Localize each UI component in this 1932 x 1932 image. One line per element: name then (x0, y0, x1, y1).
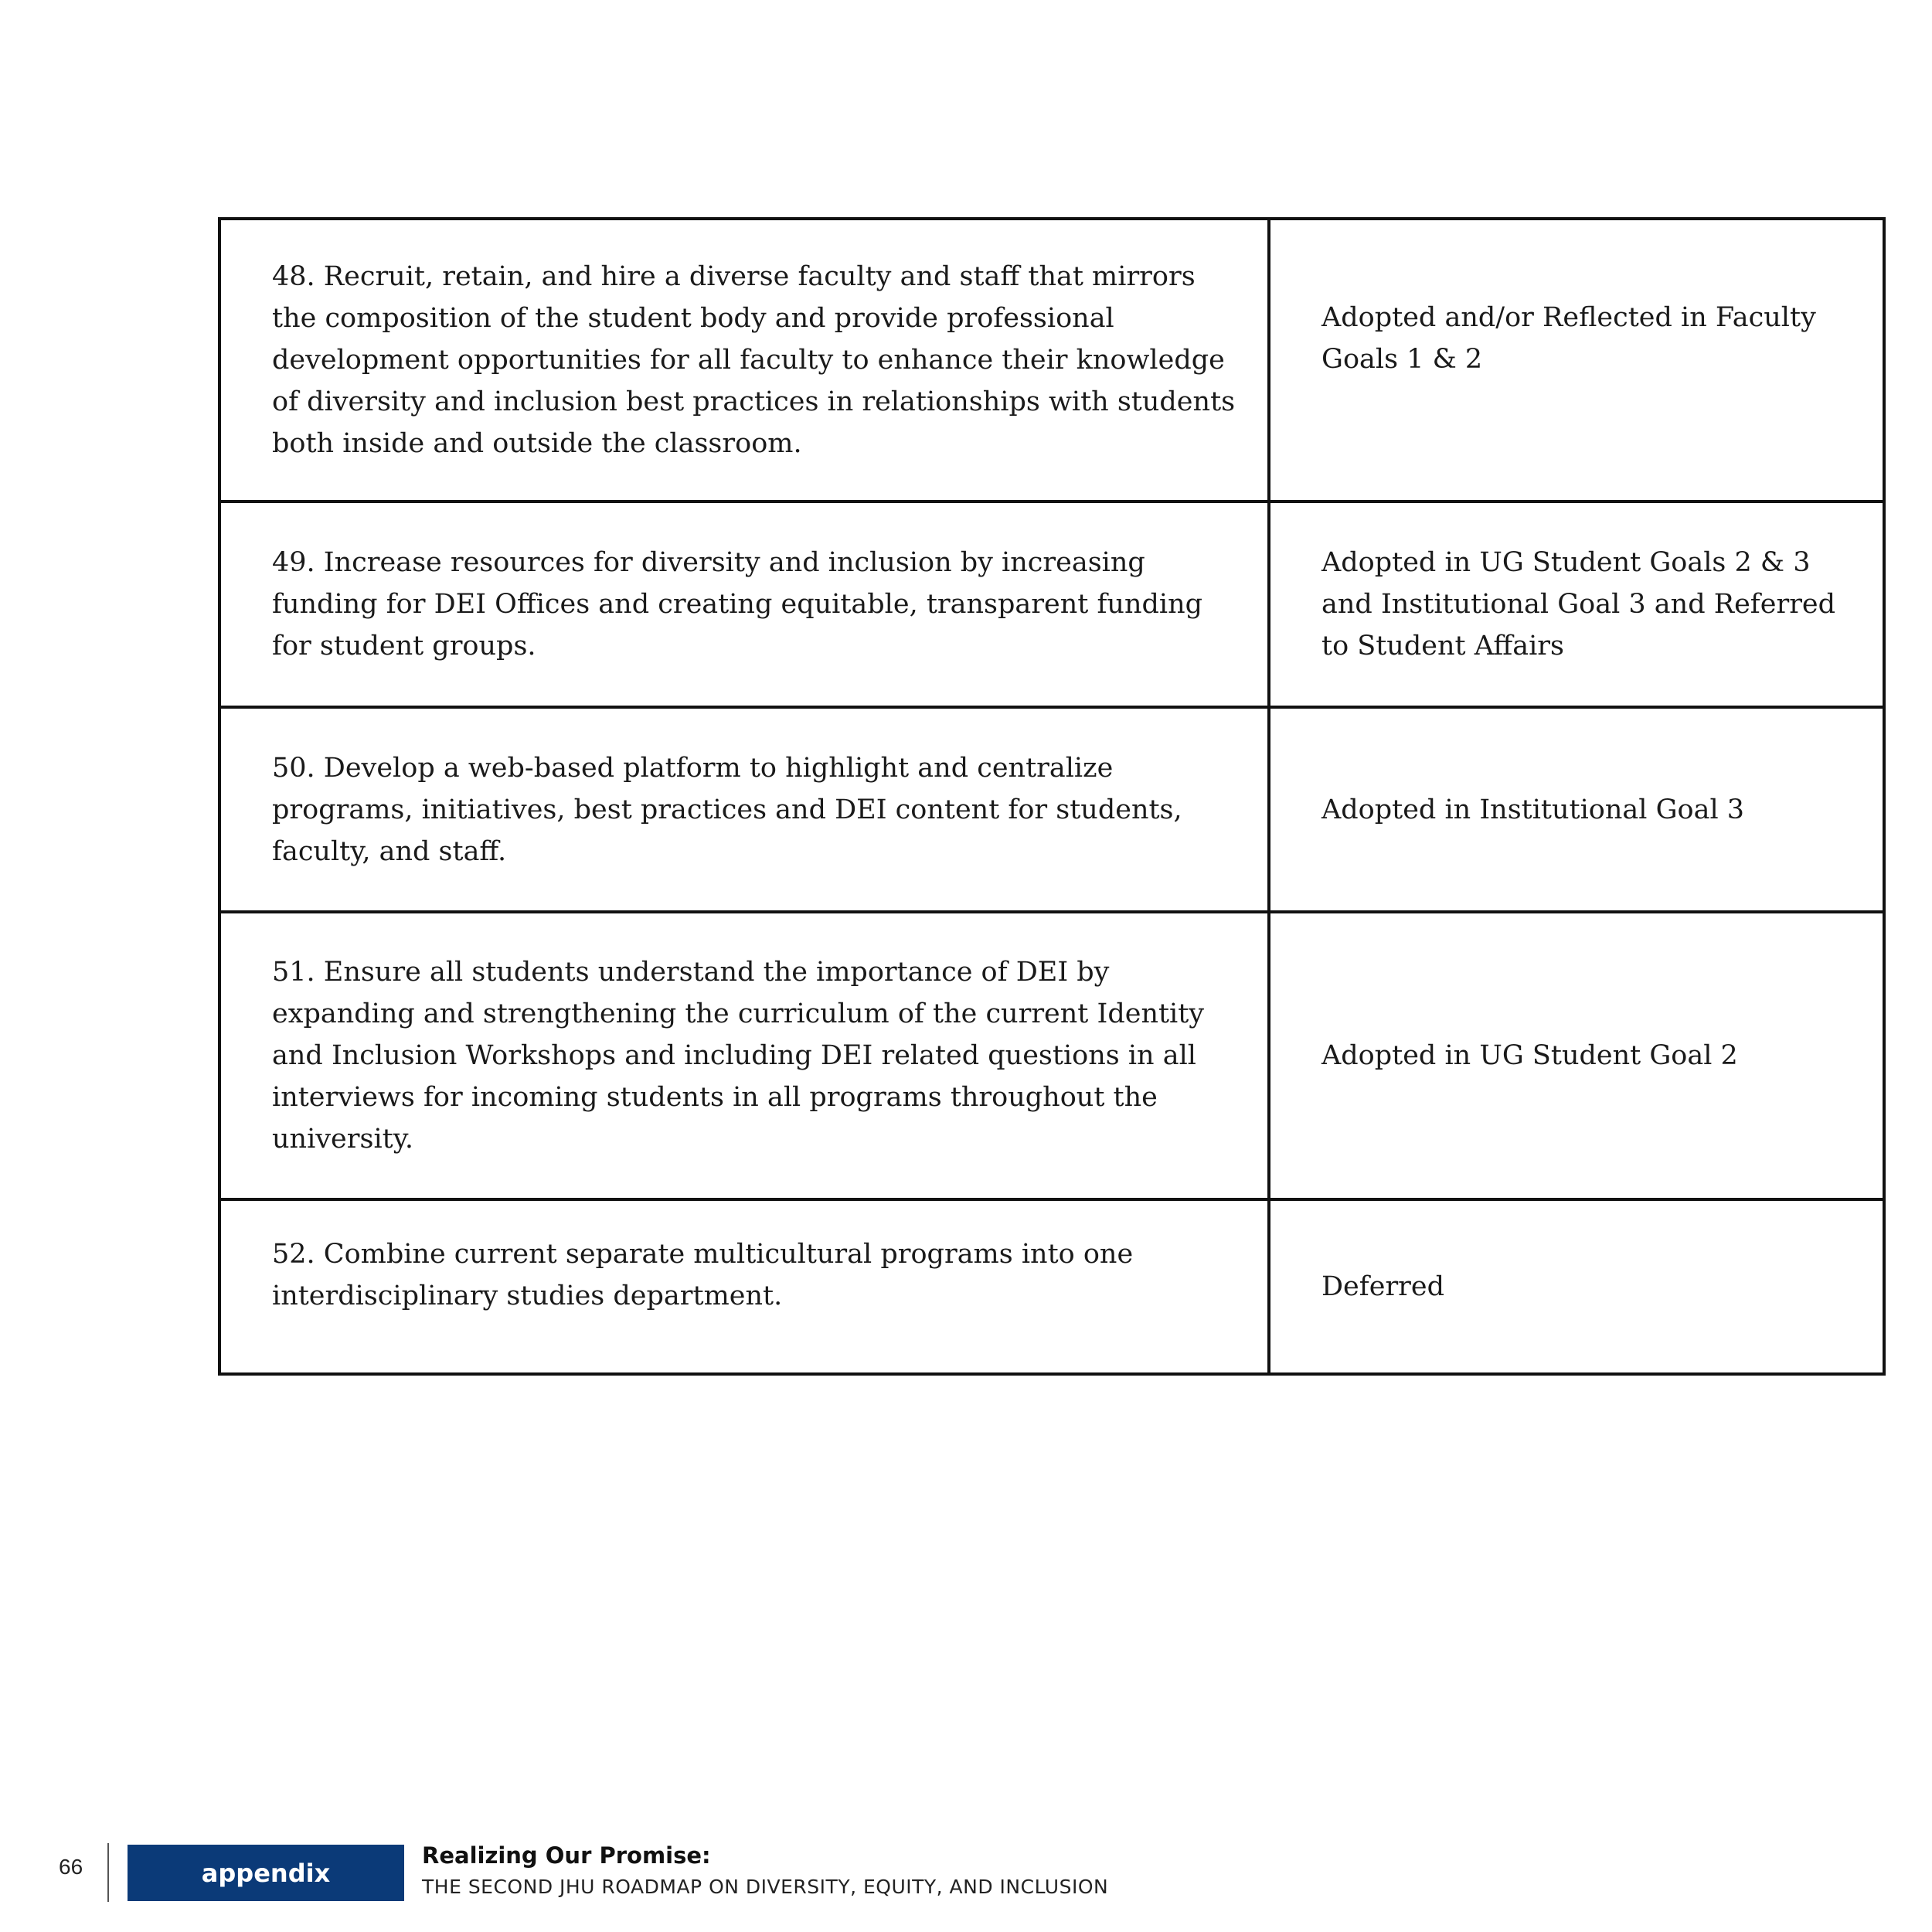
recommendations-table (218, 217, 1886, 1376)
table-row (219, 912, 1884, 1199)
status-cell: Adopted in UG Student Goal 2 (1269, 912, 1884, 1199)
table-row (219, 502, 1884, 707)
status-cell: Deferred (1269, 1199, 1884, 1374)
status-cell: Adopted in Institutional Goal 3 (1269, 707, 1884, 912)
footer-divider (107, 1843, 109, 1902)
section-badge (128, 1845, 404, 1901)
table-row (219, 219, 1884, 502)
recommendation-cell: 52. Combine current separate multicultural programs into one interdisciplinary studies department. (219, 1199, 1269, 1374)
recommendation-cell: 50. Develop a web-based platform to highlight and centralize programs, initiatives, best practices and DEI content for students, faculty, and staff. (219, 707, 1269, 912)
document-title: Realizing Our Promise: (422, 1842, 711, 1869)
recommendation-cell: 48. Recruit, retain, and hire a diverse faculty and staff that mirrors the composition of the student body and provide professional development opportunities for all faculty to enhance their knowledge of diversity and inclusion best practices in relationships with students both inside and outside the classroom. (219, 219, 1269, 502)
page-number: 66 (59, 1855, 83, 1879)
recommendation-cell: 51. Ensure all students understand the importance of DEI by expanding and strengthening the curriculum of the current Identity and Inclusion Workshops and including DEI related questions in all interviews for incoming students in all programs throughout the university. (219, 912, 1269, 1199)
table-row (219, 1199, 1884, 1374)
status-cell: Adopted in UG Student Goals 2 & 3 and Institutional Goal 3 and Referred to Student Affairs (1269, 502, 1884, 707)
recommendation-cell: 49. Increase resources for diversity and inclusion by increasing funding for DEI Offices and creating equitable, transparent funding for student groups. (219, 502, 1269, 707)
section-badge-label: appendix (201, 1858, 331, 1888)
table-row (219, 707, 1884, 912)
document-subtitle: THE SECOND JHU ROADMAP ON DIVERSITY, EQUITY, AND INCLUSION (422, 1876, 1109, 1898)
status-cell: Adopted and/or Reflected in Faculty Goals 1 & 2 (1269, 219, 1884, 502)
